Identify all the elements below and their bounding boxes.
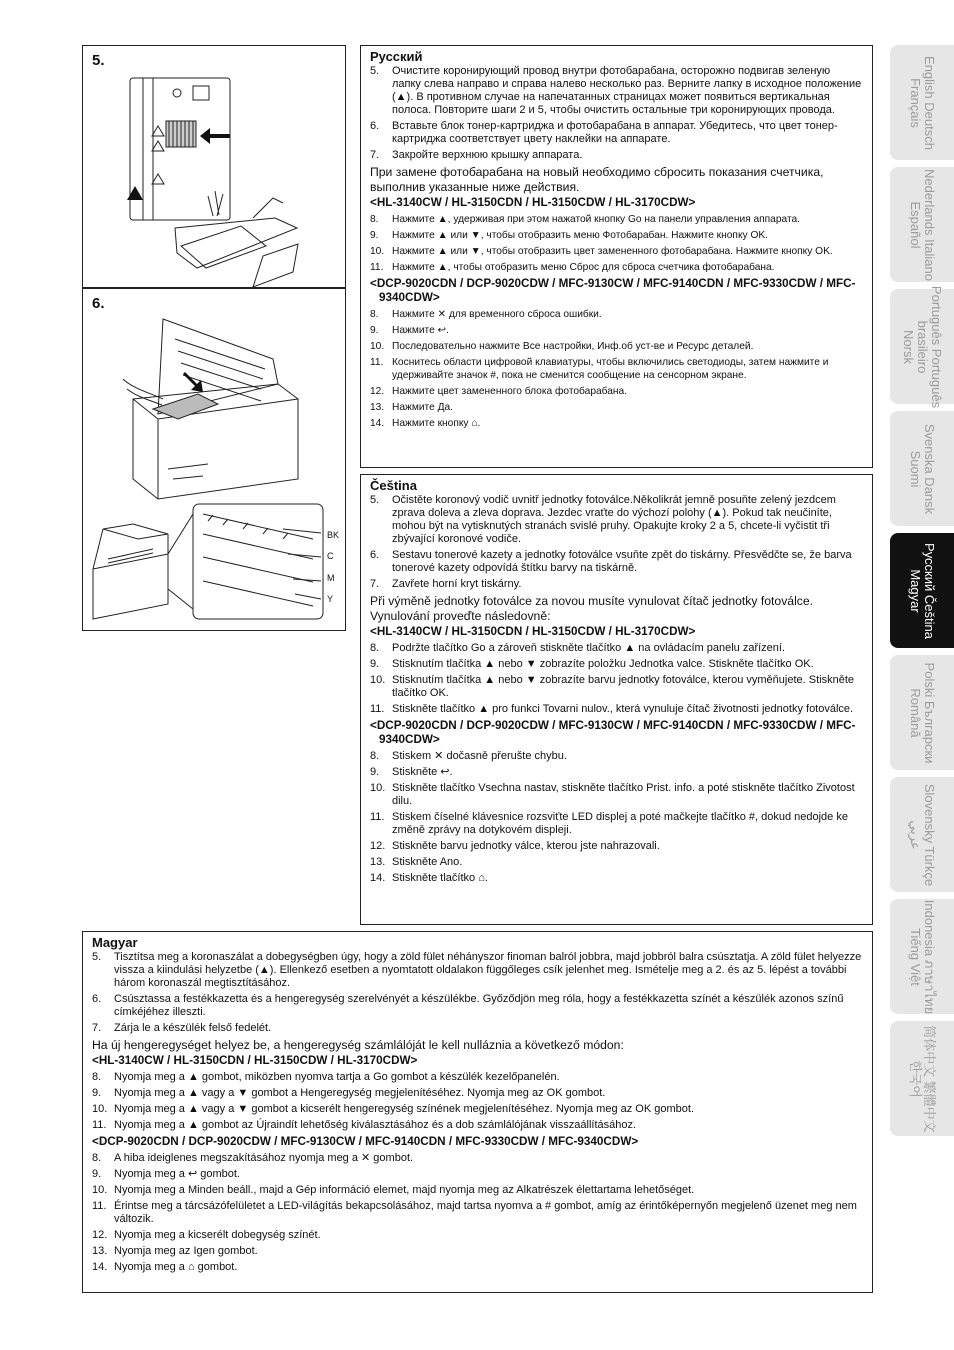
list-item: 12. Stiskněte barvu jednotky válce, kterou jste nahrazovali.: [370, 840, 660, 852]
figure-step5-label: 5.: [92, 52, 105, 69]
list-item: 14. Stiskněte tlačítko ⌂.: [370, 872, 488, 884]
figure-step5-panel: [82, 45, 346, 288]
list-item: 9. Stiskněte ↩.: [370, 766, 453, 778]
color-label-bk: BK: [327, 530, 340, 540]
figure-step6-label: 6.: [92, 295, 105, 312]
language-tab-slovensky-turkce-arabic[interactable]: Slovensky Türkçe عربي: [890, 777, 954, 892]
list-item: 8. A hiba ideiglenes megszakításához nyomja meg a ✕ gombot.: [92, 1152, 414, 1164]
list-item: 8. Nyomja meg a ▲ gombot, miközben nyomva tartja a Go gombot a készülék kezelőpanelén.: [92, 1071, 560, 1083]
section-title-hungarian: Magyar: [92, 935, 138, 950]
language-tab-russian-czech-hungarian[interactable]: Русский Čeština Magyar: [890, 533, 954, 648]
steps-group2-hungarian: [92, 1152, 862, 1274]
model-group1-czech: <HL-3140CW / HL-3150CDN / HL-3150CDW / HL-3170CDW>: [370, 625, 696, 638]
list-item: 13. Nyomja meg az Igen gombot.: [92, 1245, 258, 1257]
list-item: 13. Stiskněte Ano.: [370, 856, 463, 868]
list-item: 8. Нажмите ▲, удерживая при этом нажатой кнопку Go на панели управления аппарата.: [370, 214, 801, 225]
figure-step6-panel: [82, 288, 346, 631]
list-item: 11. Коснитесь области цифровой клавиатуры, чтобы включились светодиоды, затем нажмите и удерживайте значок #, пока не сменится сообщение на сенсорном экране.: [370, 357, 829, 381]
model-group1-russian: <HL-3140CW / HL-3150CDN / HL-3150CDW / HL-3170CDW>: [370, 196, 696, 209]
list-item: 7. Zavřete horní kryt tiskárny.: [370, 578, 522, 590]
model-group2-hungarian: <DCP-9020CDN / DCP-9020CDW / MFC-9130CW / MFC-9140CDN / MFC-9330CDW / MFC-9340CDW>: [92, 1135, 639, 1148]
list-item: 12. Нажмите цвет замененного блока фотобарабана.: [370, 386, 628, 397]
color-label-c: C: [327, 551, 334, 561]
printer-insert-drum-illustration: [83, 289, 346, 631]
list-item: 10. Nyomja meg a Minden beáll., majd a Gép információ elemet, majd nyomja meg az Alkatrészek élettartama lehetőséget.: [92, 1184, 695, 1196]
reset-intro-czech: Při výměně jednotky fotoválce za novou musíte vynulovat čítač jednotky fotoválce. Vynulování proveďte následovně:: [370, 594, 814, 623]
language-tab-polski-bulgarian-romana[interactable]: Polski Български Română: [890, 655, 954, 770]
section-czech: [360, 474, 873, 925]
color-label-m: M: [327, 573, 335, 583]
list-item: 9. Stisknutím tlačítka ▲ nebo ▼ zobrazíte položku Jednotka valce. Stiskněte tlačítko OK.: [370, 658, 814, 670]
language-tab-english-deutsch-francais[interactable]: English Deutsch Français: [890, 45, 954, 160]
list-item: 11. Nyomja meg a ▲ gombot az Újraindít lehetőség kiválasztásához és a dob számlálójának visszaállításához.: [92, 1119, 637, 1131]
list-item: 5. Očistěte koronový vodič uvnitř jednotky fotoválce.Několikrát jemně posuňte zelený jezdcem zprava doleva a zleva doprava. Jezdec vraťte do výchozí polohy (▲). Pokud tak neučiníte, mohou být na vytisknutých stranách svislé pruhy. Opakujte kroky 2 a 5, chcete-li vyčistit tři zbývající koronové vodiče.: [370, 494, 836, 545]
list-item: 9. Nyomja meg a ↩ gombot.: [92, 1168, 240, 1180]
model-group1-hungarian: <HL-3140CW / HL-3150CDN / HL-3150CDW / HL-3170CDW>: [92, 1054, 418, 1067]
language-tab-indonesia-thai-vietnamese[interactable]: Indonesia ภาษาไทย Tiếng Việt: [890, 899, 954, 1014]
list-item: 9. Нажмите ▲ или ▼, чтобы отобразить меню Фотобарабан. Нажмите кнопку OK.: [370, 230, 768, 241]
list-item: 8. Нажмите ✕ для временного сброса ошибки.: [370, 309, 602, 320]
list-item: 10. Нажмите ▲ или ▼, чтобы отобразить цвет замененного фотобарабана. Нажмите кнопку OK.: [370, 246, 833, 257]
reset-intro-hungarian: Ha új hengeregységet helyez be, a hengeregység számlálóját le kell nulláznia a következő módon:: [92, 1038, 624, 1052]
list-item: 13. Нажмите Да.: [370, 402, 453, 413]
list-item: 6. Вставьте блок тонер-картриджа и фотобарабана в аппарат. Убедитесь, что цвет тонер-картриджа соответствует цвету наклейки на аппарате.: [370, 120, 838, 145]
list-item: 10. Nyomja meg a ▲ vagy a ▼ gombot a kicserélt hengeregység színének megjelenítéséhez. Nyomja meg az OK gombot.: [92, 1103, 695, 1115]
list-item: 8. Stiskem ✕ dočasně přerušte chybu.: [370, 750, 567, 762]
steps-group1-hungarian: [92, 1071, 862, 1132]
list-item: 11. Нажмите ▲, чтобы отобразить меню Сброс для сброса счетчика фотобарабана.: [370, 262, 775, 273]
list-item: 5. Очистите коронирующий провод внутри фотобарабана, осторожно подвигав зеленую лапку слева направо и справа налево несколько раз. Верните лапку в исходное положение (▲). В противном случае на напечатанных страницах может появиться вертикальная полоса. Повторите шаги 2 и 5, чтобы очистить остальные три коронирующих провода.: [370, 65, 862, 116]
list-item: 14. Нажмите кнопку ⌂.: [370, 418, 481, 429]
steps-5-7-russian: [370, 65, 862, 162]
steps-group1-czech: [370, 642, 862, 716]
steps-group2-czech: [370, 750, 862, 885]
list-item: 12. Nyomja meg a kicserélt dobegység színét.: [92, 1229, 321, 1241]
list-item: 7. Zárja le a készülék felső fedelét.: [92, 1022, 272, 1034]
list-item: 11. Érintse meg a tárcsázófelületet a LED-világítás bekapcsolásához, majd tartsa nyomva a # gombot, amíg az érintőképernyőn megjelenő üzenet meg nem változik.: [92, 1200, 857, 1225]
steps-group2-russian: [370, 308, 862, 430]
list-item: 6. Csúsztassa a festékkazetta és a hengeregység szerelvényét a készülékbe. Győződjön meg róla, hogy a festékkazetta színét a készülék azonos színű címkéjéhez illeszti.: [92, 993, 844, 1018]
color-label-y: Y: [327, 594, 334, 604]
list-item: 10. Stisknutím tlačítka ▲ nebo ▼ zobrazíte barvu jednotky fotoválce, kterou vyměňujete. Stiskněte tlačítko OK.: [370, 674, 854, 699]
section-russian: [360, 45, 873, 468]
list-item: 11. Stiskem číselné klávesnice rozsviťte LED displej a poté mačkejte tlačítko #, dokud nedojde ke změně zprávy na dotykovém displeji.: [370, 811, 848, 836]
reset-intro-russian: При замене фотобарабана на новый необходимо сбросить показания счетчика, выполнив указанные ниже действия.: [370, 165, 824, 194]
list-item: 10. Последовательно нажмите Все настройки, Инф.об уст-ве и Ресурс деталей.: [370, 341, 754, 352]
list-item: 7. Закройте верхнюю крышку аппарата.: [370, 149, 583, 161]
model-group2-russian: <DCP-9020CDN / DCP-9020CDW / MFC-9130CW / MFC-9140CDN / MFC-9330CDW / MFC-9340CDW>: [370, 277, 856, 304]
list-item: 11. Stiskněte tlačítko ▲ pro funkci Tovarni nulov., která vynuluje čítač životnosti jednotky fotoválce.: [370, 703, 854, 715]
section-title-russian: Русский: [370, 49, 423, 64]
list-item: 5. Tisztítsa meg a koronaszálat a dobegységben úgy, hogy a zöld fület néhányszor finoman balról jobbra, majd jobbról balra csúsztatja. A zöld fület helyezze vissza a kiindulási helyzetbe (▲). Ellenkező esetben a nyomtatott oldalakon függőleges csík jelenhet meg. Ismételje meg a 2. és az 5. lépést a további három koronaszál megtisztításához.: [92, 951, 862, 989]
section-title-czech: Čeština: [370, 478, 417, 493]
model-group2-czech: <DCP-9020CDN / DCP-9020CDW / MFC-9130CW / MFC-9140CDN / MFC-9330CDW / MFC-9340CDW>: [370, 719, 856, 746]
corona-wire-cleaning-illustration: [83, 46, 346, 288]
list-item: 8. Podržte tlačítko Go a zároveň stiskněte tlačítko ▲ na ovládacím panelu zařízení.: [370, 642, 786, 654]
language-tab-svenska-dansk-suomi[interactable]: Svenska Dansk Suomi: [890, 411, 954, 526]
list-item: 6. Sestavu tonerové kazety a jednotky fotoválce vsuňte zpět do tiskárny. Přesvědčte se, že barva tonerové kazety odpovídá štítku barvy na tiskárně.: [370, 549, 852, 574]
section-hungarian: [82, 931, 873, 1293]
language-tab-chinese-korean[interactable]: 简体中文 繁體中文 한국어: [890, 1021, 954, 1136]
steps-group1-russian: [370, 213, 862, 274]
list-item: 10. Stiskněte tlačítko Vsechna nastav, stiskněte tlačítko Prist. info. a poté stiskněte tlačítko Zivotost dilu.: [370, 782, 855, 807]
list-item: 9. Nyomja meg a ▲ vagy a ▼ gombot a Hengeregység megjelenítéséhez. Nyomja meg az OK gombot.: [92, 1087, 606, 1099]
list-item: 9. Нажмите ↩.: [370, 325, 449, 336]
steps-5-7-czech: [370, 494, 862, 591]
language-tab-nederlands-italiano-espanol[interactable]: Nederlands Italiano Español: [890, 167, 954, 282]
language-tab-portugues-norsk[interactable]: Português Português brasileiro Norsk: [890, 289, 954, 404]
list-item: 14. Nyomja meg a ⌂ gombot.: [92, 1261, 238, 1273]
steps-5-7-hungarian: [92, 951, 862, 1035]
